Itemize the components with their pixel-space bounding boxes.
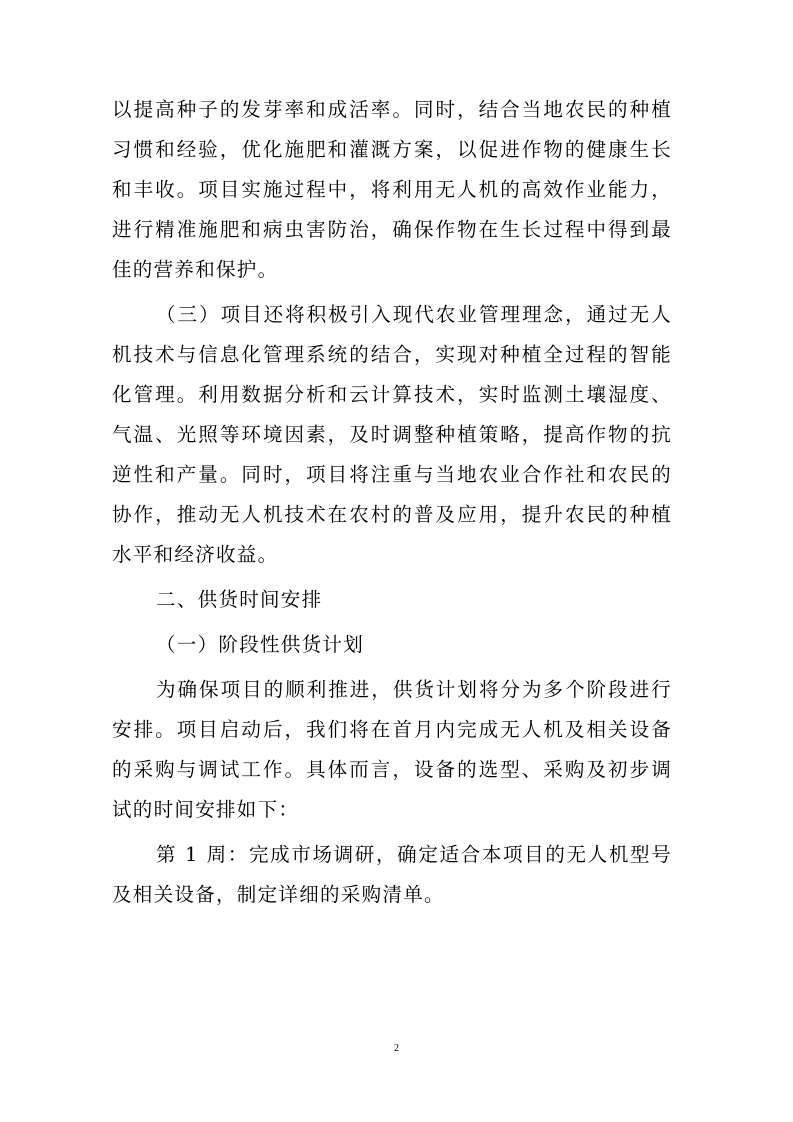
page-number: 2 <box>394 1043 399 1054</box>
section-heading-supply-schedule: 二、供货时间安排 <box>156 588 323 611</box>
page-body <box>112 90 672 915</box>
paragraph-phased-plan: 为确保项目的顺利推进，供货计划将分为多个阶段进行安排。项目启动后，我们将在首月内完成无人机及相关设备的采购与调试工作。具体而言，设备的选型、采购及初步调试的时间安排如下： <box>112 678 672 821</box>
paragraph-section-3: （三）项目还将积极引入现代农业管理理念，通过无人机技术与信息化管理系统的结合，实现对种植全过程的智能化管理。利用数据分析和云计算技术，实时监测土壤湿度、气温、光照等环境因素，及时调整种植策略，提高作物的抗逆性和产量。同时，项目将注重与当地农业合作社和农民的协作，推动无人机技术在农村的普及应用，提升农民的种植水平和经济收益。 <box>112 303 672 566</box>
paragraph-continuation: 以提高种子的发芽率和成活率。同时，结合当地农民的种植习惯和经验，优化施肥和灌溉方案，以促进作物的健康生长和丰收。项目实施过程中，将利用无人机的高效作业能力，进行精准施肥和病虫害防治，确保作物在生长过程中得到最佳的营养和保护。 <box>112 98 672 281</box>
subsection-heading-phased-plan: （一）阶段性供货计划 <box>156 633 365 656</box>
paragraph-week-1: 第 1 周：完成市场调研，确定适合本项目的无人机型号及相关设备，制定详细的采购清单。 <box>112 843 672 906</box>
